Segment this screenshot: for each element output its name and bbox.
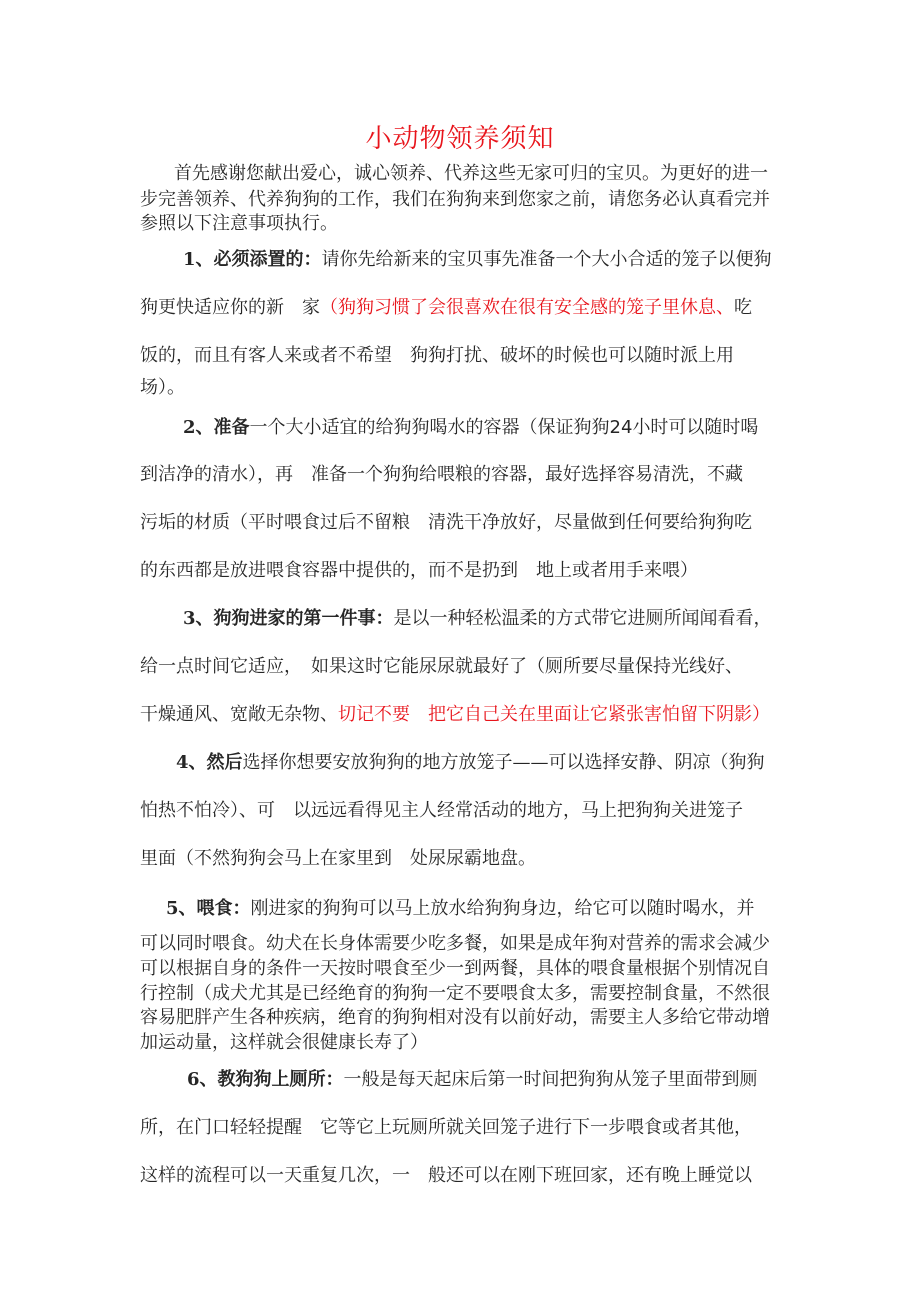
item-1-text: 请你先给新来的宝贝事先准备一个大小合适的笼子以便狗 — [321, 249, 772, 270]
item-6-text: 一般是每天起床后第一时间把狗狗从笼子里面带到厕 — [343, 1069, 758, 1090]
item-6-label: 6、教狗狗上厕所： — [187, 1069, 344, 1090]
item-3-label: 3、狗狗进家的第一件事： — [183, 608, 394, 629]
item-1-text: 吃 — [734, 297, 752, 318]
item-3-line — [183, 607, 772, 631]
item-2-text: 小时可以随时喝 — [632, 417, 759, 438]
item-1-line: 饭的，而且有客人来或者不希望 狗狗打扰、破坏的时候也可以随时派上用 — [140, 345, 734, 366]
item-2-number: 24 — [609, 417, 633, 438]
item-3-highlight: 切记不要 把它自己关在里面让它紧张害怕留下阴影） — [338, 704, 770, 725]
item-5-line: 可以根据自身的条件一天按时喂食至少一到两餐，具体的喂食量根据个别情况自 — [140, 958, 770, 979]
intro-line: 参照以下注意事项执行。 — [140, 213, 338, 234]
item-3-line — [140, 703, 770, 727]
item-5-line — [166, 897, 755, 921]
item-4-line: 怕热不怕冷）、可 以远远看得见主人经常活动的地方，马上把狗狗关进笼子 — [140, 800, 743, 821]
item-1-highlight: （狗狗习惯了会很喜欢在很有安全感的笼子里休息、 — [320, 297, 734, 318]
item-2-label: 2、准备 — [183, 417, 250, 438]
item-4-text: 选择你想要安放狗狗的地方放笼子——可以选择安静、阴凉（狗狗 — [242, 752, 765, 773]
item-2-line: 的东西都是放进喂食容器中提供的，而不是扔到 地上或者用手来喂） — [140, 560, 698, 581]
item-1-line — [140, 296, 752, 320]
item-4-line — [176, 751, 765, 775]
item-3-text: 是以一种轻松温柔的方式带它进厕所闻闻看看， — [393, 608, 772, 629]
item-3-text: 干燥通风、宽敞无杂物、 — [140, 704, 338, 725]
item-2-line: 污垢的材质（平时喂食过后不留粮 清洗干净放好，尽量做到任何要给狗狗吃 — [140, 512, 752, 533]
item-6-line: 所，在门口轻轻提醒 它等它上玩厕所就关回笼子进行下一步喂食或者其他， — [140, 1117, 752, 1138]
item-4-label: 4、然后 — [176, 752, 243, 773]
item-1-line — [183, 248, 772, 272]
page-title: 小动物领养须知 — [365, 124, 555, 154]
item-6-line: 这样的流程可以一天重复几次，一 般还可以在刚下班回家，还有晚上睡觉以 — [140, 1165, 752, 1186]
item-5-line: 可以同时喂食。幼犬在长身体需要少吃多餐，如果是成年狗对营养的需求会减少 — [140, 933, 770, 954]
item-5-line: 加运动量，这样就会很健康长寿了） — [140, 1032, 428, 1053]
item-2-line — [183, 416, 758, 440]
item-5-label: 5、喂食： — [166, 898, 251, 919]
item-1-text: 狗更快适应你的新 家 — [140, 297, 320, 318]
item-5-line: 容易肥胖产生各种疾病，绝育的狗狗相对没有以前好动，需要主人多给它带动增 — [140, 1007, 770, 1028]
item-5-line: 行控制（成犬尤其是已经绝育的狗狗一定不要喂食太多，需要控制食量，不然很 — [140, 983, 770, 1004]
intro-line: 步完善领养、代养狗狗的工作，我们在狗狗来到您家之前，请您务必认真看完并 — [140, 189, 770, 210]
item-1-line: 场）。 — [140, 377, 185, 398]
item-5-text: 刚进家的狗狗可以马上放水给狗狗身边，给它可以随时喝水，并 — [250, 898, 755, 919]
item-2-line: 到洁净的清水），再 准备一个狗狗给喂粮的容器，最好选择容易清洗，不藏 — [140, 464, 743, 485]
item-4-line: 里面（不然狗狗会马上在家里到 处尿尿霸地盘。 — [140, 848, 536, 869]
item-3-line: 给一点时间它适应， 如果这时它能尿尿就最好了（厕所要尽量保持光线好、 — [140, 656, 743, 677]
intro-line: 首先感谢您献出爱心，诚心领养、代养这些无家可归的宝贝。为更好的进一 — [174, 163, 768, 184]
item-1-label: 1、必须添置的： — [183, 249, 322, 270]
item-2-text: 一个大小适宜的给狗狗喝水的容器（保证狗狗 — [249, 417, 610, 438]
item-6-line — [187, 1068, 758, 1092]
